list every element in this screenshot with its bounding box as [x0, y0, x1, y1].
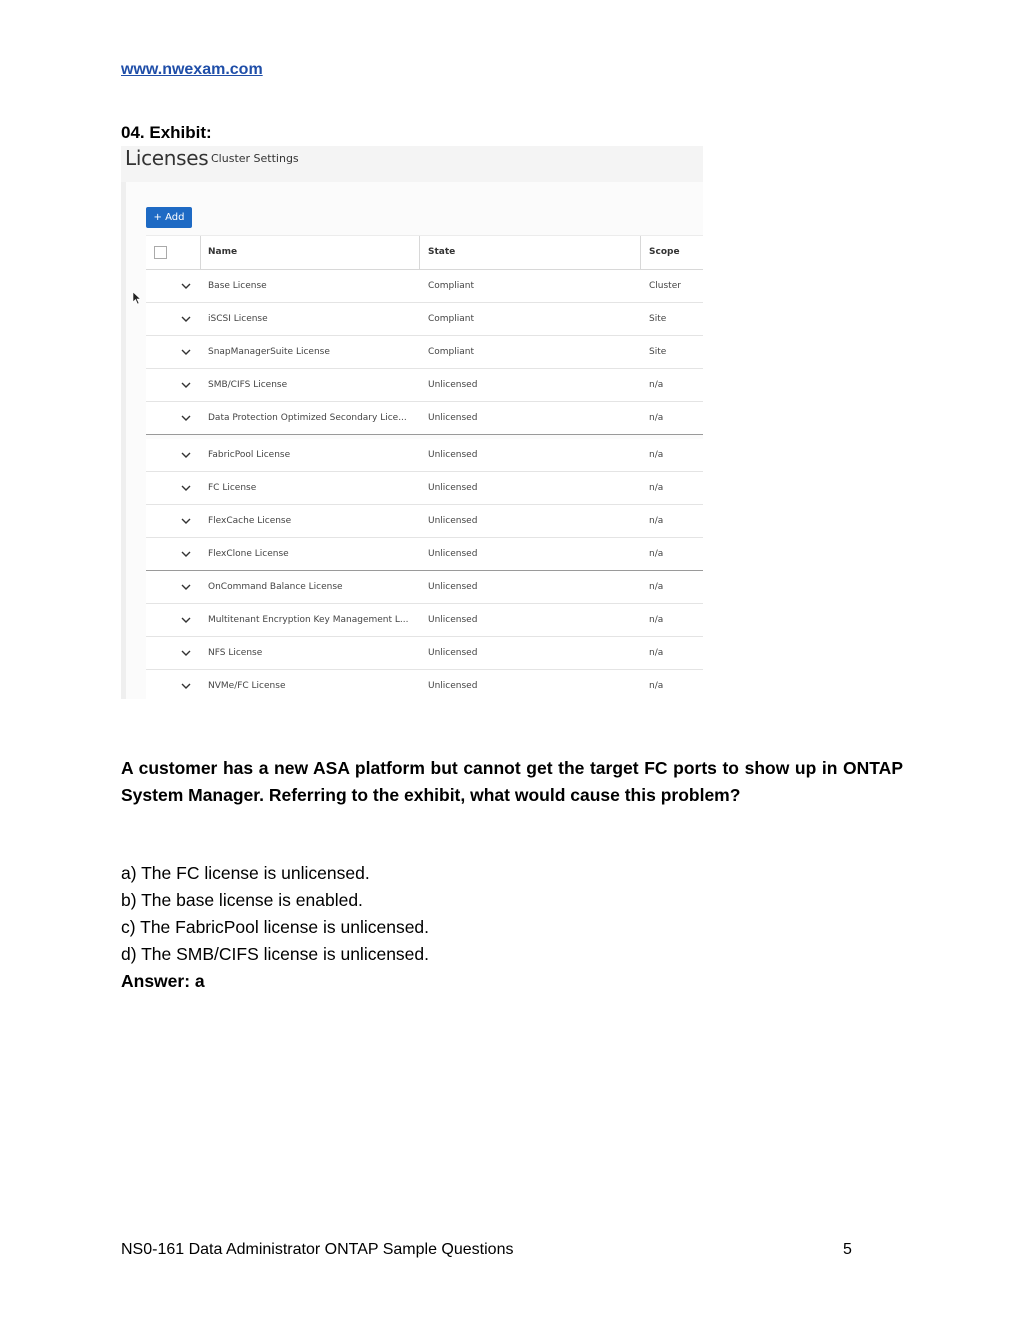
- column-header-scope[interactable]: Scope: [649, 247, 680, 257]
- chevron-down-icon[interactable]: [181, 282, 191, 290]
- license-scope: n/a: [649, 483, 664, 493]
- column-header-name[interactable]: Name: [208, 247, 238, 257]
- license-name: SMB/CIFS License: [208, 380, 288, 390]
- table-row[interactable]: [146, 637, 703, 670]
- table-row[interactable]: [146, 571, 703, 604]
- chevron-down-icon[interactable]: [181, 451, 191, 459]
- license-name: FC License: [208, 483, 257, 493]
- table-row[interactable]: [146, 670, 703, 699]
- answer-options: [121, 860, 429, 995]
- mouse-cursor-icon: [132, 291, 142, 305]
- table-row[interactable]: [146, 270, 703, 303]
- question-text: A customer has a new ASA platform but cannot get the target FC ports to show up in ONTAP System Manager. Referring to the exhibit, what would cause this problem?: [121, 758, 903, 805]
- question-number: 04. Exhibit:: [121, 123, 212, 142]
- chevron-down-icon[interactable]: [181, 414, 191, 422]
- license-state: Unlicensed: [428, 450, 478, 460]
- license-state: Compliant: [428, 347, 475, 357]
- license-name: OnCommand Balance License: [208, 582, 343, 592]
- answer: Answer: a: [121, 971, 205, 991]
- license-name: FlexClone License: [208, 549, 289, 559]
- license-state: Unlicensed: [428, 549, 478, 559]
- license-name: Multitenant Encryption Key Management L...: [208, 615, 409, 625]
- footer-title: NS0-161 Data Administrator ONTAP Sample Questions: [121, 1241, 514, 1258]
- license-scope: Cluster: [649, 281, 681, 291]
- option-b: b) The base license is enabled.: [121, 890, 363, 910]
- license-name: NVMe/FC License: [208, 681, 286, 691]
- option-c: c) The FabricPool license is unlicensed.: [121, 917, 430, 937]
- license-state: Unlicensed: [428, 681, 478, 691]
- column-header-state[interactable]: State: [428, 247, 456, 257]
- license-state: Unlicensed: [428, 516, 478, 526]
- table-row[interactable]: [146, 336, 703, 369]
- table-row[interactable]: [146, 472, 703, 505]
- column-separator: [640, 236, 641, 269]
- table-row[interactable]: [146, 604, 703, 637]
- page-number: 5: [843, 1241, 852, 1258]
- license-scope: n/a: [649, 582, 664, 592]
- chevron-down-icon[interactable]: [181, 649, 191, 657]
- option-a: a) The FC license is unlicensed.: [121, 863, 370, 883]
- license-state: Unlicensed: [428, 380, 478, 390]
- chevron-down-icon[interactable]: [181, 348, 191, 356]
- table-row[interactable]: [146, 303, 703, 336]
- license-name: iSCSI License: [208, 314, 268, 324]
- license-name: FabricPool License: [208, 450, 291, 460]
- license-scope: n/a: [649, 549, 664, 559]
- add-button[interactable]: + Add: [146, 207, 192, 228]
- license-state: Compliant: [428, 281, 475, 291]
- exhibit-subtitle[interactable]: Cluster Settings: [211, 152, 299, 165]
- license-name: NFS License: [208, 648, 263, 658]
- license-state: Unlicensed: [428, 615, 478, 625]
- license-scope: n/a: [649, 648, 664, 658]
- table-row[interactable]: [146, 538, 703, 571]
- license-scope: Site: [649, 347, 667, 357]
- license-scope: n/a: [649, 413, 664, 423]
- license-name: SnapManagerSuite License: [208, 347, 330, 357]
- table-header: [146, 235, 703, 270]
- license-scope: Site: [649, 314, 667, 324]
- chevron-down-icon[interactable]: [181, 315, 191, 323]
- license-scope: n/a: [649, 516, 664, 526]
- license-scope: n/a: [649, 450, 664, 460]
- table-row[interactable]: [146, 402, 703, 435]
- chevron-down-icon[interactable]: [181, 583, 191, 591]
- table-body: [146, 270, 703, 699]
- option-d: d) The SMB/CIFS license is unlicensed.: [121, 944, 430, 964]
- license-state: Unlicensed: [428, 648, 478, 658]
- table-row[interactable]: [146, 505, 703, 538]
- chevron-down-icon[interactable]: [181, 381, 191, 389]
- license-state: Unlicensed: [428, 413, 478, 423]
- chevron-down-icon[interactable]: [181, 682, 191, 690]
- chevron-down-icon[interactable]: [181, 616, 191, 624]
- license-scope: n/a: [649, 380, 664, 390]
- chevron-down-icon[interactable]: [181, 517, 191, 525]
- license-name: Data Protection Optimized Secondary Lice...: [208, 413, 407, 423]
- exhibit-header: [121, 146, 703, 182]
- license-scope: n/a: [649, 615, 664, 625]
- license-state: Compliant: [428, 314, 475, 324]
- license-scope: n/a: [649, 681, 664, 691]
- table-row[interactable]: [146, 439, 703, 472]
- license-state: Unlicensed: [428, 582, 478, 592]
- left-rail: [121, 182, 126, 699]
- exhibit-screenshot: [121, 146, 703, 699]
- chevron-down-icon[interactable]: [181, 484, 191, 492]
- chevron-down-icon[interactable]: [181, 550, 191, 558]
- exhibit-title: Licenses: [125, 146, 209, 170]
- column-separator: [200, 236, 201, 269]
- column-separator: [419, 236, 420, 269]
- table-row[interactable]: [146, 369, 703, 402]
- license-state: Unlicensed: [428, 483, 478, 493]
- licenses-table: [146, 235, 703, 699]
- select-all-checkbox[interactable]: [154, 246, 167, 259]
- license-name: Base License: [208, 281, 267, 291]
- license-name: FlexCache License: [208, 516, 292, 526]
- site-link[interactable]: www.nwexam.com: [121, 61, 263, 78]
